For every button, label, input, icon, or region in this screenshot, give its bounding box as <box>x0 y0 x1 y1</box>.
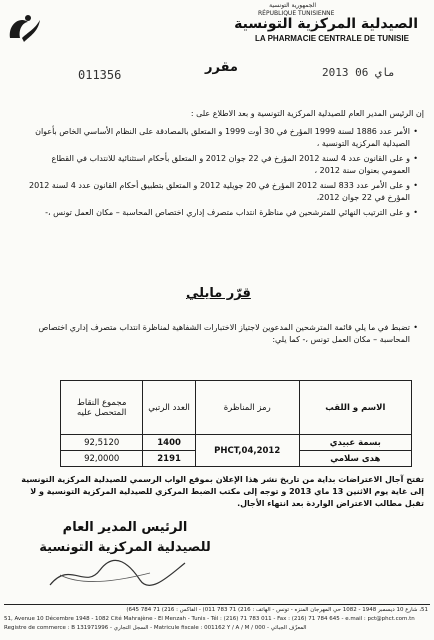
rank-cell: 2191 <box>143 451 195 467</box>
handwritten-signature <box>40 555 190 595</box>
name-cell: بسمة عبيدي <box>299 435 411 451</box>
intro-text: إن الرئيس المدير العام للصيدلية المركزية التونسية و بعد الاطلاع على : <box>190 109 424 118</box>
bullet-icon: • <box>413 208 418 217</box>
table-header-row <box>61 381 412 435</box>
footer-rule <box>4 604 430 605</box>
contest-code-cell: PHCT,04,2012 <box>195 435 299 467</box>
document-title: مقرر <box>205 60 238 75</box>
signature-block <box>20 518 230 558</box>
bullet-icon: • <box>413 323 418 332</box>
header-rank: العدد الرتبي <box>143 381 195 435</box>
document-date: 2013 ماي 06 <box>322 66 395 79</box>
list-item <box>24 126 424 150</box>
consideration-text: و على الترتيب النهائي للمترشحين في مناظرة انتداب متصرف إداري اختصاص المحاسبة – مكان العمل تونس ،- <box>45 208 410 217</box>
name-cell: هدى سلامي <box>299 451 411 467</box>
score-cell: 92,0000 <box>61 451 143 467</box>
pharmacie-logo <box>4 8 44 48</box>
republic-fr: RÉPUBLIQUE TUNISIENNE <box>258 10 335 17</box>
footer-address-ar: 51، شارع 10 ديسمبر 1948 - 1082 حي المهرجان المنزه - تونس - الهاتف : 216) 71 783 011) - الفاكس : 216) 71 784 645) <box>126 607 428 613</box>
list-item <box>24 180 424 204</box>
bullet-icon: • <box>413 181 418 190</box>
bullet-icon: • <box>413 127 418 136</box>
footer-registry: Registre de commerce : B 131971996 - السجل التجاري - Matricule fiscale : 001162 Y / A / M / 000 - المعرّف الجبائي <box>4 625 307 631</box>
decision-text <box>10 322 424 346</box>
republic-ar: الجمهورية التونسية <box>269 2 316 9</box>
header-contest: رمز المناظرة <box>195 381 299 435</box>
header-score: مجموع النقاط المتحصل عليه <box>61 381 143 435</box>
footer-address-fr: 51, Avenue 10 Décembre 1948 - 1082 Cité Mahrajène - El Menzah - Tunis - Tél : (216) 71 783 011 - Fax : (216) 71 784 645 - e.mail : pct@phct.com.tn <box>4 616 415 622</box>
list-item <box>24 207 424 219</box>
header-name: الاسم و اللقب <box>299 381 411 435</box>
list-item <box>24 153 424 177</box>
consideration-text: الأمر عدد 1886 لسنة 1999 المؤرخ في 30 أوت 1999 و المتعلق بالمصادقة على النظام الأساسي الخاص بأعوان الصيدلية المركزية التونسية ، <box>35 127 410 148</box>
results-table <box>60 380 412 467</box>
closing-text: تفتح آجال الاعتراضات بداية من تاريخ نشر هذا الإعلان بموقع الواب الرسمي للصيدلية المركزية التونسية إلى غاية يوم الاثنين 13 ماي 2013 و توجه إلى مكتب الضبط المركزي للصيدلية المركزية التونسية و لا تقبل مطالب الاعتراض الواردة بعد انتهاء الأجال. <box>21 475 424 508</box>
score-cell: 92,5120 <box>61 435 143 451</box>
consideration-text: و على الأمر عدد 833 لسنة 2012 المؤرخ في 20 جويلية 2012 و المتعلق بتطبيق أحكام القانون عدد 4 لسنة 2012 المؤرخ في 22 جوان 2012، <box>28 181 410 202</box>
document-number: 011356 <box>78 68 122 82</box>
rank-cell: 1400 <box>143 435 195 451</box>
decides-heading: قرّر مايلي <box>186 286 251 301</box>
org-name-fr: LA PHARMACIE CENTRALE DE TUNISIE <box>255 34 409 43</box>
considerations-list <box>24 126 424 219</box>
signature-org: للصيدلية المركزية التونسية <box>39 540 211 555</box>
signature-title: الرئيس المدير العام <box>62 520 188 535</box>
table-row <box>61 435 412 451</box>
consideration-text: و على القانون عدد 4 لسنة 2012 المؤرخ في 22 جوان 2012 و المتعلق بأحكام استثنائية للانتداب في القطاع العمومي بعنوان سنة 2012 ، <box>51 154 410 175</box>
org-name-ar: الصيدلية المركزية التونسية <box>234 16 418 32</box>
bullet-icon: • <box>413 154 418 163</box>
decision-text-content: تضبط في ما يلي قائمة المترشحين المدعوين لاجتياز الاختبارات الشفاهية لمناظرة انتداب متصرف إداري اختصاص المحاسبة – مكان العمل تونس ،- كما يلي: <box>38 323 410 344</box>
